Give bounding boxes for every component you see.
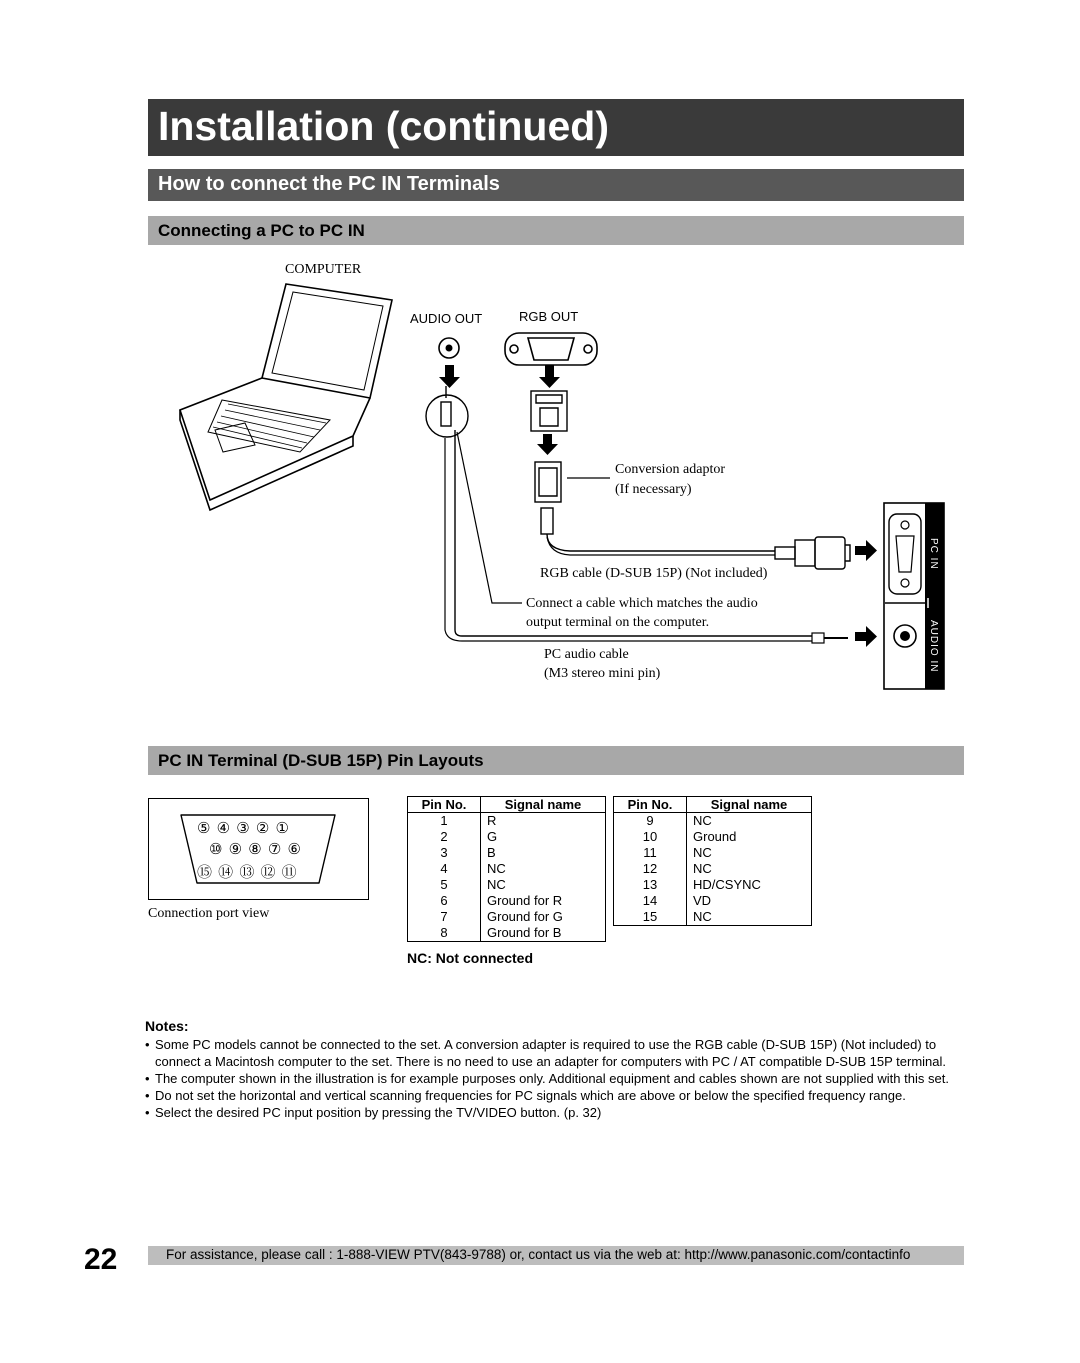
signal-name: NC	[693, 845, 712, 860]
signal-name-header: Signal name	[481, 797, 606, 813]
pin-number: 11	[614, 845, 687, 861]
table-row	[614, 845, 812, 861]
signal-name: HD/CSYNC	[693, 877, 761, 892]
pin-number: 8	[408, 925, 481, 942]
signal-name: Ground for R	[487, 893, 563, 908]
pc-in-label: PC IN	[928, 538, 939, 570]
pin-number: 1	[408, 813, 481, 830]
note-item: • The computer shown in the illustration is for example purposes only. Additional equipment and cables shown are not supplied with this set.	[145, 1070, 965, 1087]
signal-name: NC	[487, 861, 506, 876]
connection-port-caption: Connection port view	[148, 906, 270, 921]
signal-name: VD	[693, 893, 712, 908]
notes-section	[145, 1018, 965, 1121]
page-title-banner	[148, 99, 964, 156]
pc-audio-cable-line2: (M3 stereo mini pin)	[544, 666, 661, 681]
pc-audio-cable-line1: PC audio cable	[544, 647, 629, 662]
signal-name: Ground for G	[487, 909, 563, 924]
rgb-out-port	[505, 333, 597, 365]
signal-name: Ground	[693, 829, 737, 844]
assistance-text: For assistance, please call : 1-888-VIEW PTV(843-9788) or, contact us via the web at: http://www.panasonic.com/contactinfo	[166, 1247, 911, 1262]
rgb-cable-plug	[775, 537, 850, 569]
signal-name-header: Signal name	[687, 797, 812, 813]
nc-legend: NC: Not connected	[407, 950, 533, 966]
pin-no-header: Pin No.	[614, 797, 687, 813]
table-row	[408, 829, 606, 845]
subsection-heading-banner	[148, 216, 964, 245]
pin-table-right	[613, 796, 812, 926]
adaptor-label-line1: Conversion adaptor	[615, 462, 726, 477]
note-item: • Some PC models cannot be connected to the set. A conversion adapter is required to use the RGB cable (D-SUB 15P) (Not included) to connect a Macintosh computer to the set. There is no need to use an adapter for computers with PC / AT compatible D-SUB 15P terminal.	[145, 1036, 965, 1070]
subsection-heading-pins: PC IN Terminal (D-SUB 15P) Pin Layouts	[158, 751, 484, 770]
pin-number: 5	[408, 877, 481, 893]
right-arrow-icon	[855, 540, 877, 647]
audio-cable-plug	[812, 633, 848, 643]
note-item: • Do not set the horizontal and vertical scanning frequencies for PC signals which are above or below the specified frequency range.	[145, 1087, 965, 1104]
mini-plug-icon	[426, 386, 468, 437]
table-row	[408, 893, 606, 909]
table-row	[614, 861, 812, 877]
signal-name: NC	[693, 909, 712, 924]
pin-number: 6	[408, 893, 481, 909]
pin-number: 4	[408, 861, 481, 877]
pin-number: 15	[614, 909, 687, 926]
signal-name: R	[487, 813, 497, 828]
rgb-out-label: RGB OUT	[519, 309, 579, 324]
audio-note-line2: output terminal on the computer.	[526, 615, 710, 630]
connection-port-view	[148, 798, 369, 900]
audio-out-label: AUDIO OUT	[410, 311, 483, 326]
table-row	[408, 813, 606, 830]
table-row	[408, 845, 606, 861]
pin-number: 9	[614, 813, 687, 830]
pin-layout-heading-banner	[148, 746, 964, 775]
laptop-illustration	[180, 284, 392, 510]
note-item: • Select the desired PC input position by pressing the TV/VIDEO button. (p. 32)	[145, 1104, 965, 1121]
assistance-footer	[148, 1246, 964, 1265]
signal-name: NC	[693, 813, 712, 828]
port-row-1: ⑤ ④ ③ ② ①	[197, 820, 290, 837]
pin-number: 2	[408, 829, 481, 845]
adaptor-label-line2: (If necessary)	[615, 482, 692, 497]
signal-name: NC	[693, 861, 712, 876]
section-heading: How to connect the PC IN Terminals	[158, 173, 500, 195]
page-title: Installation (continued)	[158, 103, 609, 149]
signal-name: G	[487, 829, 498, 844]
pin-number: 10	[614, 829, 687, 845]
signal-name: NC	[487, 877, 506, 892]
section-heading-banner	[148, 169, 964, 201]
table-row	[614, 829, 812, 845]
table-row	[408, 877, 606, 893]
table-row	[614, 909, 812, 926]
table-row	[408, 909, 606, 925]
pin-no-header: Pin No.	[408, 797, 481, 813]
pin-number: 12	[614, 861, 687, 877]
rgb-cable-label: RGB cable (D-SUB 15P) (Not included)	[540, 566, 768, 581]
pin-number: 14	[614, 893, 687, 909]
subsection-heading-connect: Connecting a PC to PC IN	[158, 221, 365, 240]
table-row	[614, 877, 812, 893]
pin-number: 3	[408, 845, 481, 861]
signal-name: B	[487, 845, 496, 860]
port-row-2: ⑩ ⑨ ⑧ ⑦ ⑥	[209, 841, 302, 858]
audio-note-line1: Connect a cable which matches the audio	[526, 596, 758, 611]
audio-out-jack	[439, 338, 459, 358]
pin-number: 7	[408, 909, 481, 925]
pin-table-left	[407, 796, 606, 942]
rgb-cable	[547, 534, 775, 551]
conversion-adaptor-icon	[531, 391, 567, 534]
table-row	[614, 893, 812, 909]
page-number: 22	[84, 1243, 118, 1276]
table-row	[408, 925, 606, 942]
table-row	[408, 861, 606, 877]
computer-label: COMPUTER	[285, 262, 362, 277]
audio-in-label: AUDIO IN	[928, 620, 939, 673]
pin-number: 13	[614, 877, 687, 893]
signal-name: Ground for B	[487, 925, 562, 940]
notes-heading: Notes:	[145, 1018, 189, 1034]
down-arrow-icon	[439, 365, 560, 455]
table-row	[614, 813, 812, 830]
port-row-3: ⑮ ⑭ ⑬ ⑫ ⑪	[197, 864, 298, 881]
